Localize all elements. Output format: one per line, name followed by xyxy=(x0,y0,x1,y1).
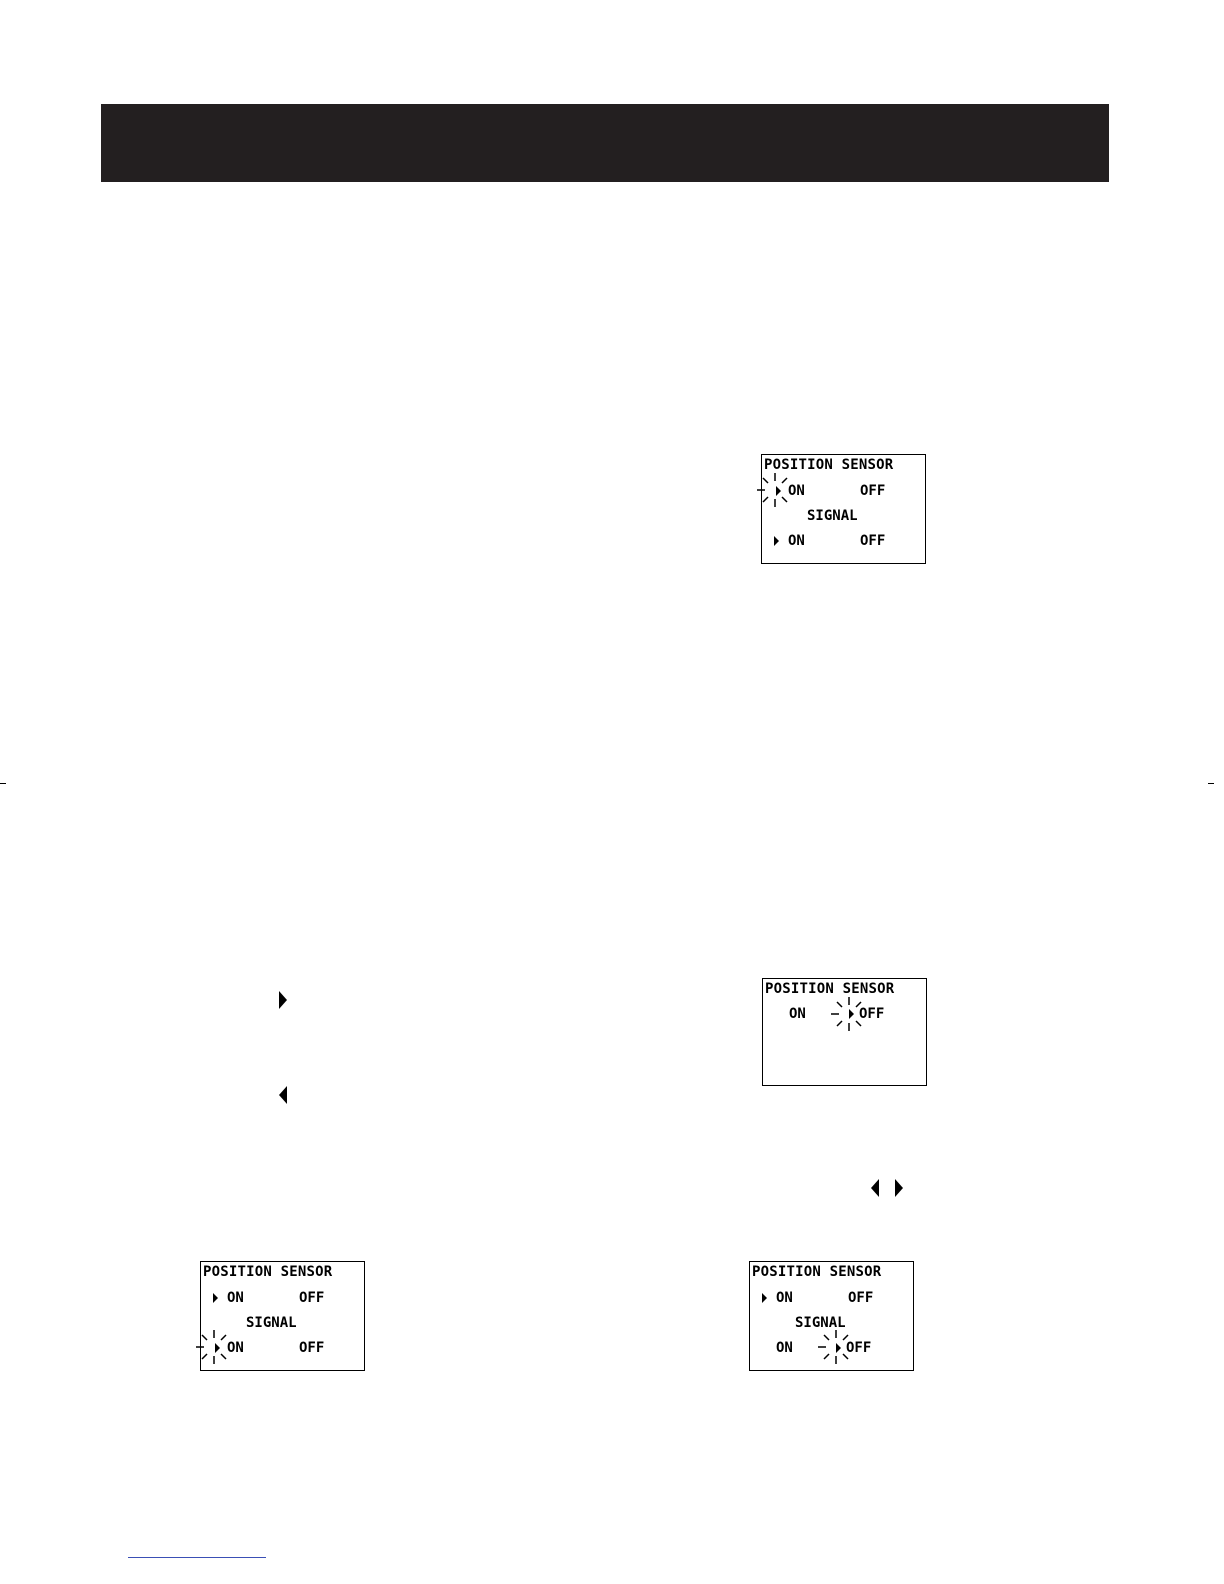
option-off: OFF xyxy=(299,1340,325,1356)
footer-rule xyxy=(128,1557,266,1558)
right-arrow-icon xyxy=(279,991,287,1009)
lcd-subtitle: SIGNAL xyxy=(795,1315,846,1331)
option-on: ON xyxy=(776,1290,793,1306)
lcd-title: POSITION SENSOR xyxy=(764,457,894,473)
option-on: ON xyxy=(227,1340,244,1356)
lcd-subtitle: SIGNAL xyxy=(807,508,858,524)
blinking-cursor-icon xyxy=(818,1329,854,1365)
option-on: ON xyxy=(788,483,805,499)
blinking-cursor-icon xyxy=(831,996,867,1032)
option-on: ON xyxy=(789,1006,806,1022)
margin-mark-right xyxy=(1208,783,1214,784)
cursor-arrow-icon xyxy=(774,536,779,546)
option-off: OFF xyxy=(846,1340,872,1356)
section-header-bar xyxy=(101,104,1109,182)
left-arrow-icon xyxy=(279,1086,287,1104)
option-off: OFF xyxy=(859,1006,885,1022)
blinking-cursor-icon xyxy=(196,1329,232,1365)
margin-mark-left xyxy=(0,783,6,784)
cursor-arrow-icon xyxy=(762,1293,767,1303)
option-off: OFF xyxy=(860,483,886,499)
option-off: OFF xyxy=(299,1290,325,1306)
option-on: ON xyxy=(227,1290,244,1306)
right-arrow-icon xyxy=(895,1179,903,1197)
lcd-screen-2 xyxy=(762,978,927,1086)
cursor-arrow-icon xyxy=(213,1293,218,1303)
blinking-cursor-icon xyxy=(757,472,793,508)
option-off: OFF xyxy=(848,1290,874,1306)
option-off: OFF xyxy=(860,533,886,549)
lcd-title: POSITION SENSOR xyxy=(765,981,895,997)
lcd-screen-1 xyxy=(761,454,926,564)
lcd-subtitle: SIGNAL xyxy=(246,1315,297,1331)
lcd-title: POSITION SENSOR xyxy=(203,1264,333,1280)
option-on: ON xyxy=(788,533,805,549)
lcd-title: POSITION SENSOR xyxy=(752,1264,882,1280)
option-on: ON xyxy=(776,1340,793,1356)
left-arrow-icon xyxy=(871,1179,879,1197)
